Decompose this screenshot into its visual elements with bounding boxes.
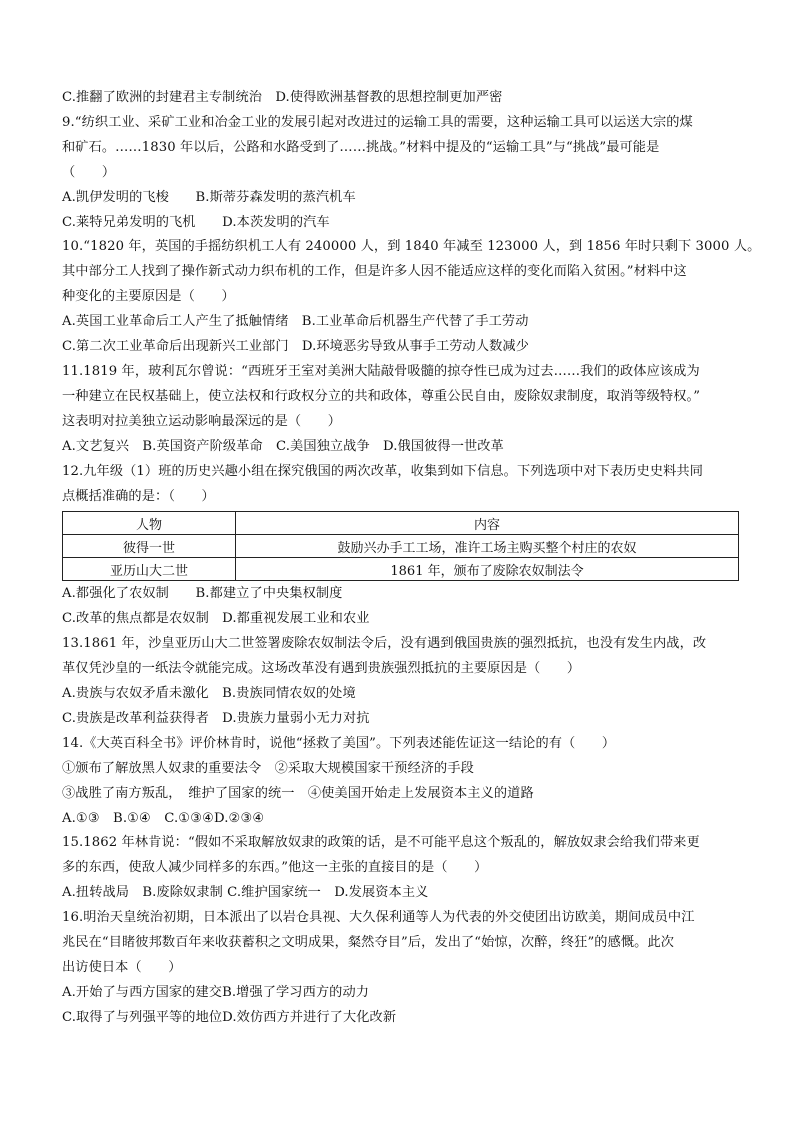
reform-table bbox=[62, 511, 739, 581]
table-cell: 亚历山大二世 bbox=[63, 558, 236, 581]
question-14-statements: ①颁布了解放黑人奴隶的重要法令 ②采取大规模国家干预经济的手段 bbox=[62, 760, 474, 776]
table-header: 人物 bbox=[63, 512, 236, 535]
table-row bbox=[63, 558, 739, 581]
question-11-stem: 这表明对拉美独立运动影响最深远的是（ ） bbox=[62, 413, 342, 429]
text-line: C.推翻了欧洲的封建君主专制统治 D.使得欧洲基督教的思想控制更加严密 bbox=[62, 90, 503, 105]
question-14-stem: 14.《大英百科全书》评价林肯时，说他“拯救了美国”。下列表述能佐证这一结论的有（ ） bbox=[62, 735, 616, 751]
question-10-stem: 其中部分工人找到了操作新式动力织布机的工作，但是许多人因不能适应这样的变化而陷入贫困。”材料中这 bbox=[62, 264, 687, 280]
question-12-options: A.都强化了农奴制 B.都建立了中央集权制度 bbox=[62, 586, 343, 602]
question-9-options: A.凯伊发明的飞梭 B.斯蒂芬森发明的蒸汽机车 bbox=[62, 189, 356, 205]
question-10-options: C.第二次工业革命后出现新兴工业部门 D.环境恶劣导致从事手工劳动人数减少 bbox=[62, 339, 529, 355]
question-13-options: A.贵族与农奴矛盾未激化 B.贵族同情农奴的处境 bbox=[62, 686, 356, 702]
question-13-stem: 13.1861 年，沙皇亚历山大二世签署废除农奴制法令后，没有遇到俄国贵族的强烈抵抗，也没有发生内战，改 bbox=[62, 636, 707, 652]
question-16-stem: 出访使日本（ ） bbox=[62, 960, 182, 975]
question-12-stem: 12.九年级（1）班的历史兴趣小组在探究俄国的两次改革，收集到如下信息。下列选项中对下表历史史料共同 bbox=[62, 463, 703, 479]
question-16-options: A.开始了与西方国家的建交B.增强了学习西方的动力 bbox=[62, 984, 370, 1000]
question-11-stem: 一种建立在民权基础上，使立法权和行政权分立的共和政体，尊重公民自由，废除奴隶制度，取消等级特权。” bbox=[62, 388, 701, 404]
table-cell: 鼓励兴办手工工场，准许工场主购买整个村庄的农奴 bbox=[236, 535, 739, 558]
exam-page bbox=[62, 86, 761, 1031]
question-9-options: C.莱特兄弟发明的飞机 D.本茨发明的汽车 bbox=[62, 214, 330, 230]
table-header-row bbox=[63, 512, 739, 535]
question-14-statements: ③战胜了南方叛乱， 维护了国家的统一 ④使美国开始走上发展资本主义的道路 bbox=[62, 785, 534, 801]
question-12-options: C.改革的焦点都是农奴制 D.都重视发展工业和农业 bbox=[62, 611, 370, 627]
question-12-stem: 点概括准确的是：（ ） bbox=[62, 488, 215, 504]
question-10-stem: 种变化的主要原因是（ ） bbox=[62, 289, 235, 305]
table-row bbox=[63, 535, 739, 558]
question-11-options: A.文艺复兴 B.英国资产阶级革命 C.美国独立战争 D.俄国彼得一世改革 bbox=[62, 438, 504, 454]
question-10-stem: 10.“1820 年，英国的手摇纺织机工人有 240000 人，到 1840 年减至 123000 人，到 1856 年时只剩下 3000 人。 bbox=[62, 239, 761, 255]
question-15-options: A.扭转战局 B.废除奴隶制 C.维护国家统一 D.发展资本主义 bbox=[62, 885, 429, 901]
question-9-stem: 和矿石。……1830 年以后，公路和水路受到了……挑战。”材料中提及的“运输工具”与“挑战”最可能是 bbox=[62, 139, 660, 155]
question-16-stem: 兆民在“目睹彼邦数百年来收获蓄积之文明成果，粲然夺目”后，发出了“始惊，次醉，终狂”的感慨。此次 bbox=[62, 935, 675, 951]
question-9-stem: （ ） bbox=[62, 164, 116, 180]
table-cell: 1861 年，颁布了废除农奴制法令 bbox=[236, 558, 739, 581]
question-15-stem: 15.1862 年林肯说：“假如不采取解放奴隶的政策的话，是不可能平息这个叛乱的，解放奴隶会给我们带来更 bbox=[62, 835, 700, 851]
question-9-stem: 9.“纺织工业、采矿工业和冶金工业的发展引起对改进过的运输工具的需要，这种运输工具可以运送大宗的煤 bbox=[62, 114, 693, 130]
question-13-stem: 革仅凭沙皇的一纸法令就能完成。这场改革没有遇到贵族强烈抵抗的主要原因是（ ） bbox=[62, 661, 581, 677]
question-10-options: A.英国工业革命后工人产生了抵触情绪 B.工业革命后机器生产代替了手工劳动 bbox=[62, 314, 529, 330]
question-16-options: C.取得了与列强平等的地位D.效仿西方并进行了大化改新 bbox=[62, 1009, 397, 1025]
question-15-stem: 多的东西，使敌人减少同样多的东西。”他这一主张的直接目的是（ ） bbox=[62, 860, 488, 876]
table-cell: 彼得一世 bbox=[63, 535, 236, 558]
question-11-stem: 11.1819 年，玻利瓦尔曾说：“西班牙王室对美洲大陆敲骨吸髓的掠夺性已成为过去……我们的政体应该成为 bbox=[62, 363, 700, 379]
question-13-options: C.贵族是改革利益获得者 D.贵族力量弱小无力对抗 bbox=[62, 710, 370, 726]
question-16-stem: 16.明治天皇统治初期，日本派出了以岩仓具视、大久保利通等人为代表的外交使团出访欧美，期间成员中江 bbox=[62, 910, 695, 926]
question-14-options: A.①③ B.①④ C.①③④D.②③④ bbox=[62, 810, 265, 826]
table-header: 内容 bbox=[236, 512, 739, 535]
